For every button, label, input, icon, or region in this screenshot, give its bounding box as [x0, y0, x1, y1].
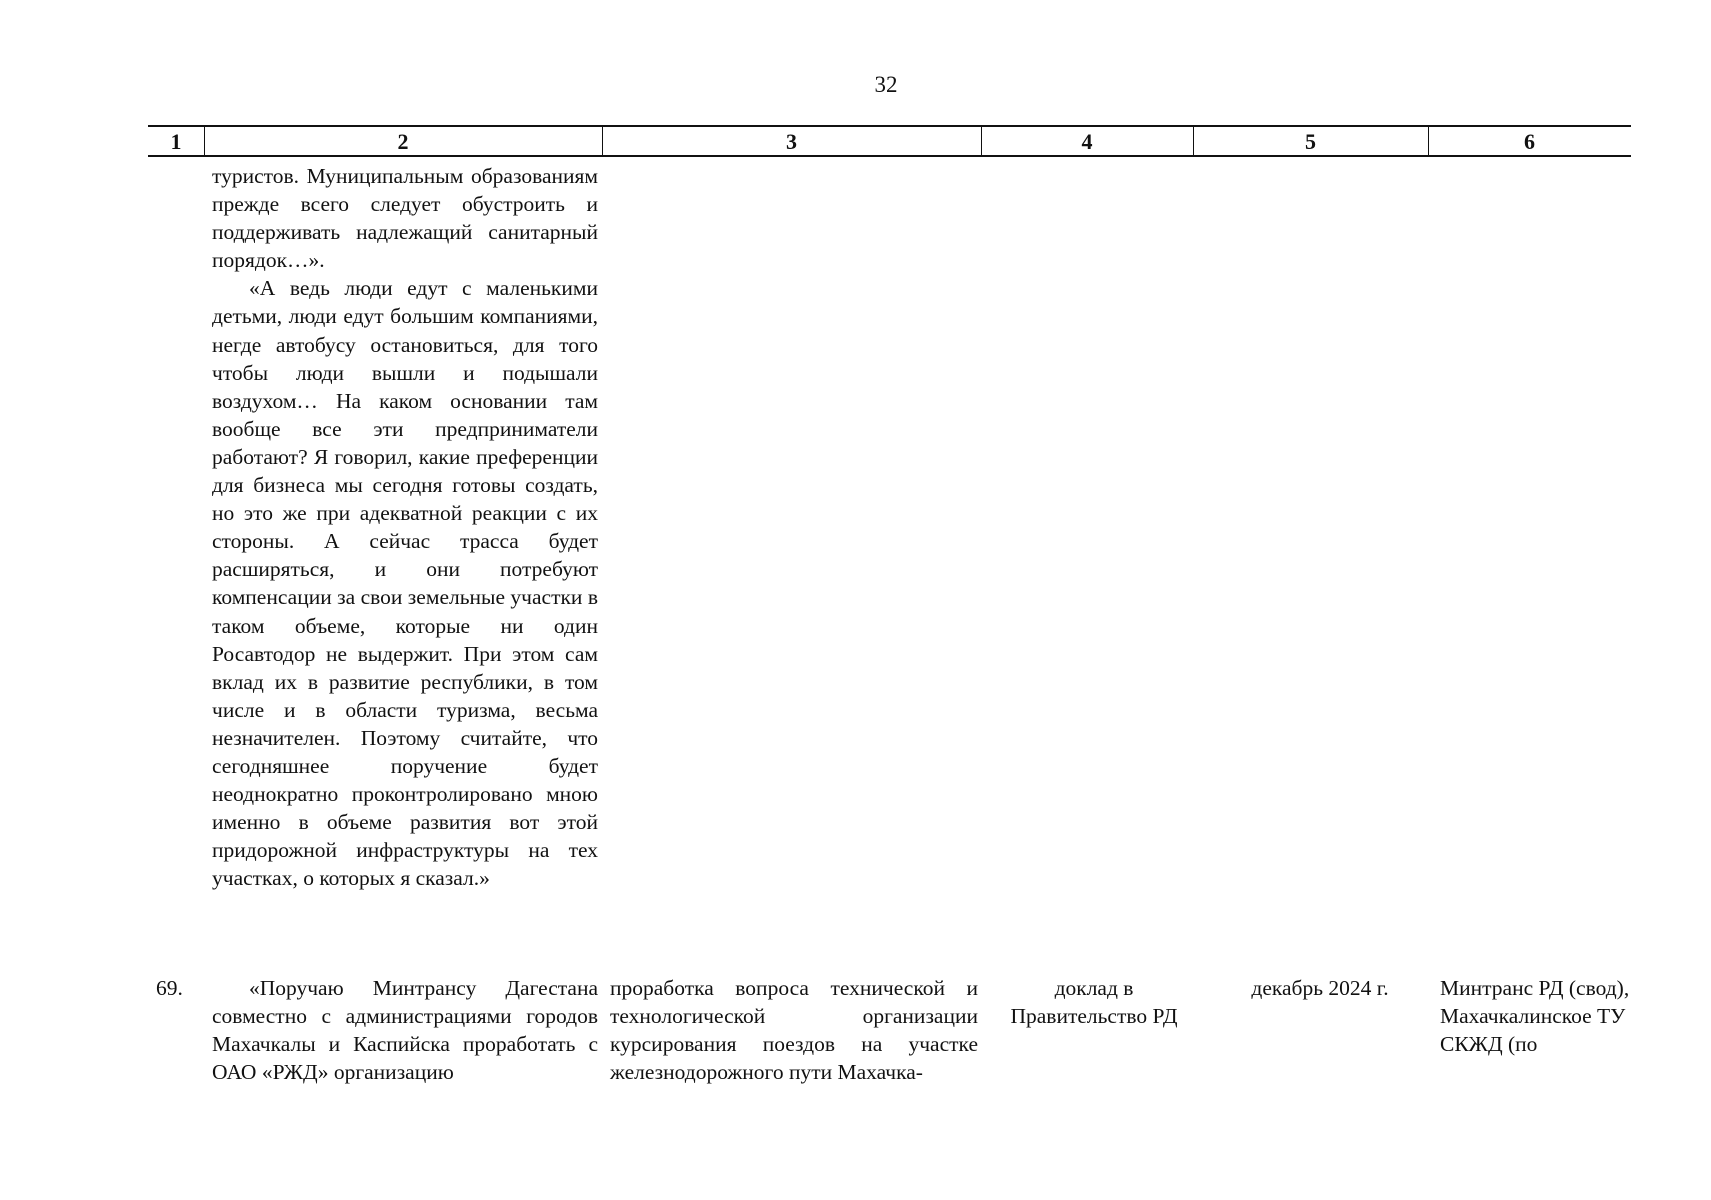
- header-col-1: 1: [170, 129, 182, 154]
- header-col-4: 4: [1081, 129, 1093, 154]
- paragraph: «А ведь люди едут с маленькими детьми, люди едут большим компаниями, негде автобусу остановиться, для того чтобы люди вышли и подышали воздухом… На каком основании там вообще все эти предприниматели работают? Я говорил, какие преференции для бизнеса мы сегодня готовы создать, но это же при адекватной реакции с их стороны. А сейчас трасса будет расширяться, и они потребуют компенсации за свои земельные участки в таком объеме, которые ни один Росавтодор не выдержит. При этом сам вклад их в развитие республики, в том числе и в области туризма, весьма незначителен. Поэтому считайте, что сегодняшнее поручение будет неоднократно проконтролировано мною именно в объеме развития вот этой придорожной инфраструктуры на тех участках, о которых я сказал.»: [212, 276, 598, 891]
- row-69-col-2: «Поручаю Минтрансу Дагестана совместно с администрациями городов Махачкалы и Каспийска проработать с ОАО «РЖД» организацию: [212, 976, 598, 1084]
- header-col-6: 6: [1524, 129, 1535, 154]
- row-69-col-4: доклад в Правительство РД: [1010, 976, 1178, 1028]
- header-col-5: 5: [1305, 129, 1316, 154]
- header-col-2: 2: [397, 129, 409, 154]
- table-header: [148, 125, 1631, 157]
- paragraph: туристов. Муниципальным образованиям прежде всего следует обустроить и поддерживать надлежащий санитарный порядок…».: [212, 164, 598, 273]
- row-69-col-6: Минтранс РД (свод), Махачкалинское ТУ СКЖД (по: [1440, 976, 1630, 1056]
- row-number: 69.: [156, 976, 183, 1000]
- row-69-col-3: проработка вопроса технической и технологической организации курсирования поездов на участке железнодорожного пути Махачка-: [610, 976, 978, 1084]
- page-number: 32: [874, 72, 898, 97]
- row-69-col-5: декабрь 2024 г.: [1251, 976, 1389, 1000]
- header-col-3: 3: [786, 129, 797, 154]
- continued-cell-text: [212, 162, 598, 892]
